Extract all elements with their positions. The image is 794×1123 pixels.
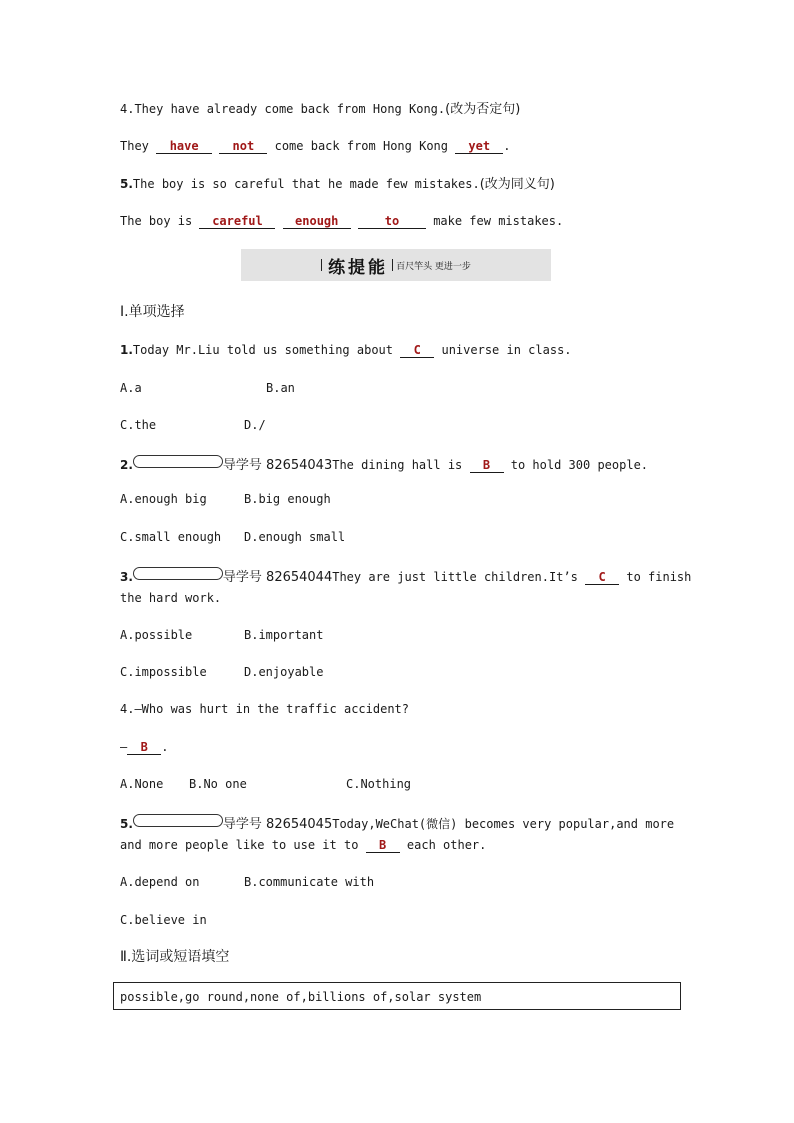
option: B.communicate with [244, 875, 375, 889]
question-3-continuation: the hard work. [120, 591, 222, 605]
question-2: 2. 导学号 82654043The dining hall is B to hold 300 people. [120, 455, 648, 474]
rewrite-q4-prompt: 4.They have already come back from Hong Kong.(改为否定句) [120, 102, 521, 117]
option: B.big enough [244, 492, 331, 506]
question-4: 4.—Who was hurt in the traffic accident? [120, 702, 409, 716]
option: C.the [120, 418, 157, 432]
question-5-continuation: and more people like to use it to B each other. [120, 838, 487, 852]
rewrite-q5-prompt: 5.The boy is so careful that he made few mistakes.(改为同义句) [120, 177, 555, 192]
option: C.impossible [120, 665, 207, 679]
question-5: 5. 导学号 82654045Today,WeChat(微信) becomes very popular,and more [120, 814, 674, 833]
option: A.enough big [120, 492, 207, 506]
option: C.believe in [120, 913, 207, 927]
answer-blank: B [127, 740, 161, 755]
question-code: 导学号 82654043 [222, 458, 333, 473]
answer-blank: enough [283, 214, 351, 229]
answer-blank: B [366, 838, 400, 853]
option: D.enjoyable [244, 665, 324, 679]
answer-blank: yet [455, 139, 503, 154]
banner-divider [392, 259, 393, 271]
section-banner [241, 249, 551, 281]
banner-subtitle: 百尺竿头 更进一步 [396, 261, 471, 272]
section-title: Ⅰ.单项选择 [120, 304, 185, 320]
question-code: 导学号 82654045 [222, 817, 333, 832]
link-icon [133, 814, 223, 827]
answer-blank: C [400, 343, 434, 358]
answer-blank: to [358, 214, 426, 229]
option: A.None [120, 777, 164, 791]
link-icon [133, 567, 223, 580]
banner-divider [321, 259, 322, 271]
question-3: 3. 导学号 82654044They are just little children.It’s C to finish [120, 567, 691, 586]
option: B.No one [189, 777, 247, 791]
option: C.Nothing [346, 777, 412, 791]
answer-blank: careful [199, 214, 275, 229]
option: B.an [266, 381, 295, 395]
rewrite-q4-answer: They have not come back from Hong Kong yet . [120, 139, 511, 153]
rewrite-q5-answer: The boy is careful enough to make few mistakes. [120, 214, 564, 228]
question-4-answer-line: — B . [120, 740, 169, 754]
option: B.important [244, 628, 324, 642]
link-icon [133, 455, 223, 468]
option: D./ [244, 418, 266, 432]
option: A.a [120, 381, 142, 395]
answer-blank: C [585, 570, 619, 585]
option: A.possible [120, 628, 193, 642]
section-title: Ⅱ.选词或短语填空 [120, 949, 230, 965]
word-bank-box [113, 982, 681, 1010]
word-bank: possible,go round,none of,billions of,solar system [120, 990, 482, 1004]
option: C.small enough [120, 530, 222, 544]
banner-title: 练提能 [328, 257, 389, 278]
question-code: 导学号 82654044 [222, 570, 333, 585]
option: D.enough small [244, 530, 346, 544]
option: A.depend on [120, 875, 200, 889]
answer-blank: not [219, 139, 267, 154]
answer-blank: have [156, 139, 212, 154]
question-1: 1.Today Mr.Liu told us something about C universe in class. [120, 343, 572, 357]
answer-blank: B [470, 458, 504, 473]
